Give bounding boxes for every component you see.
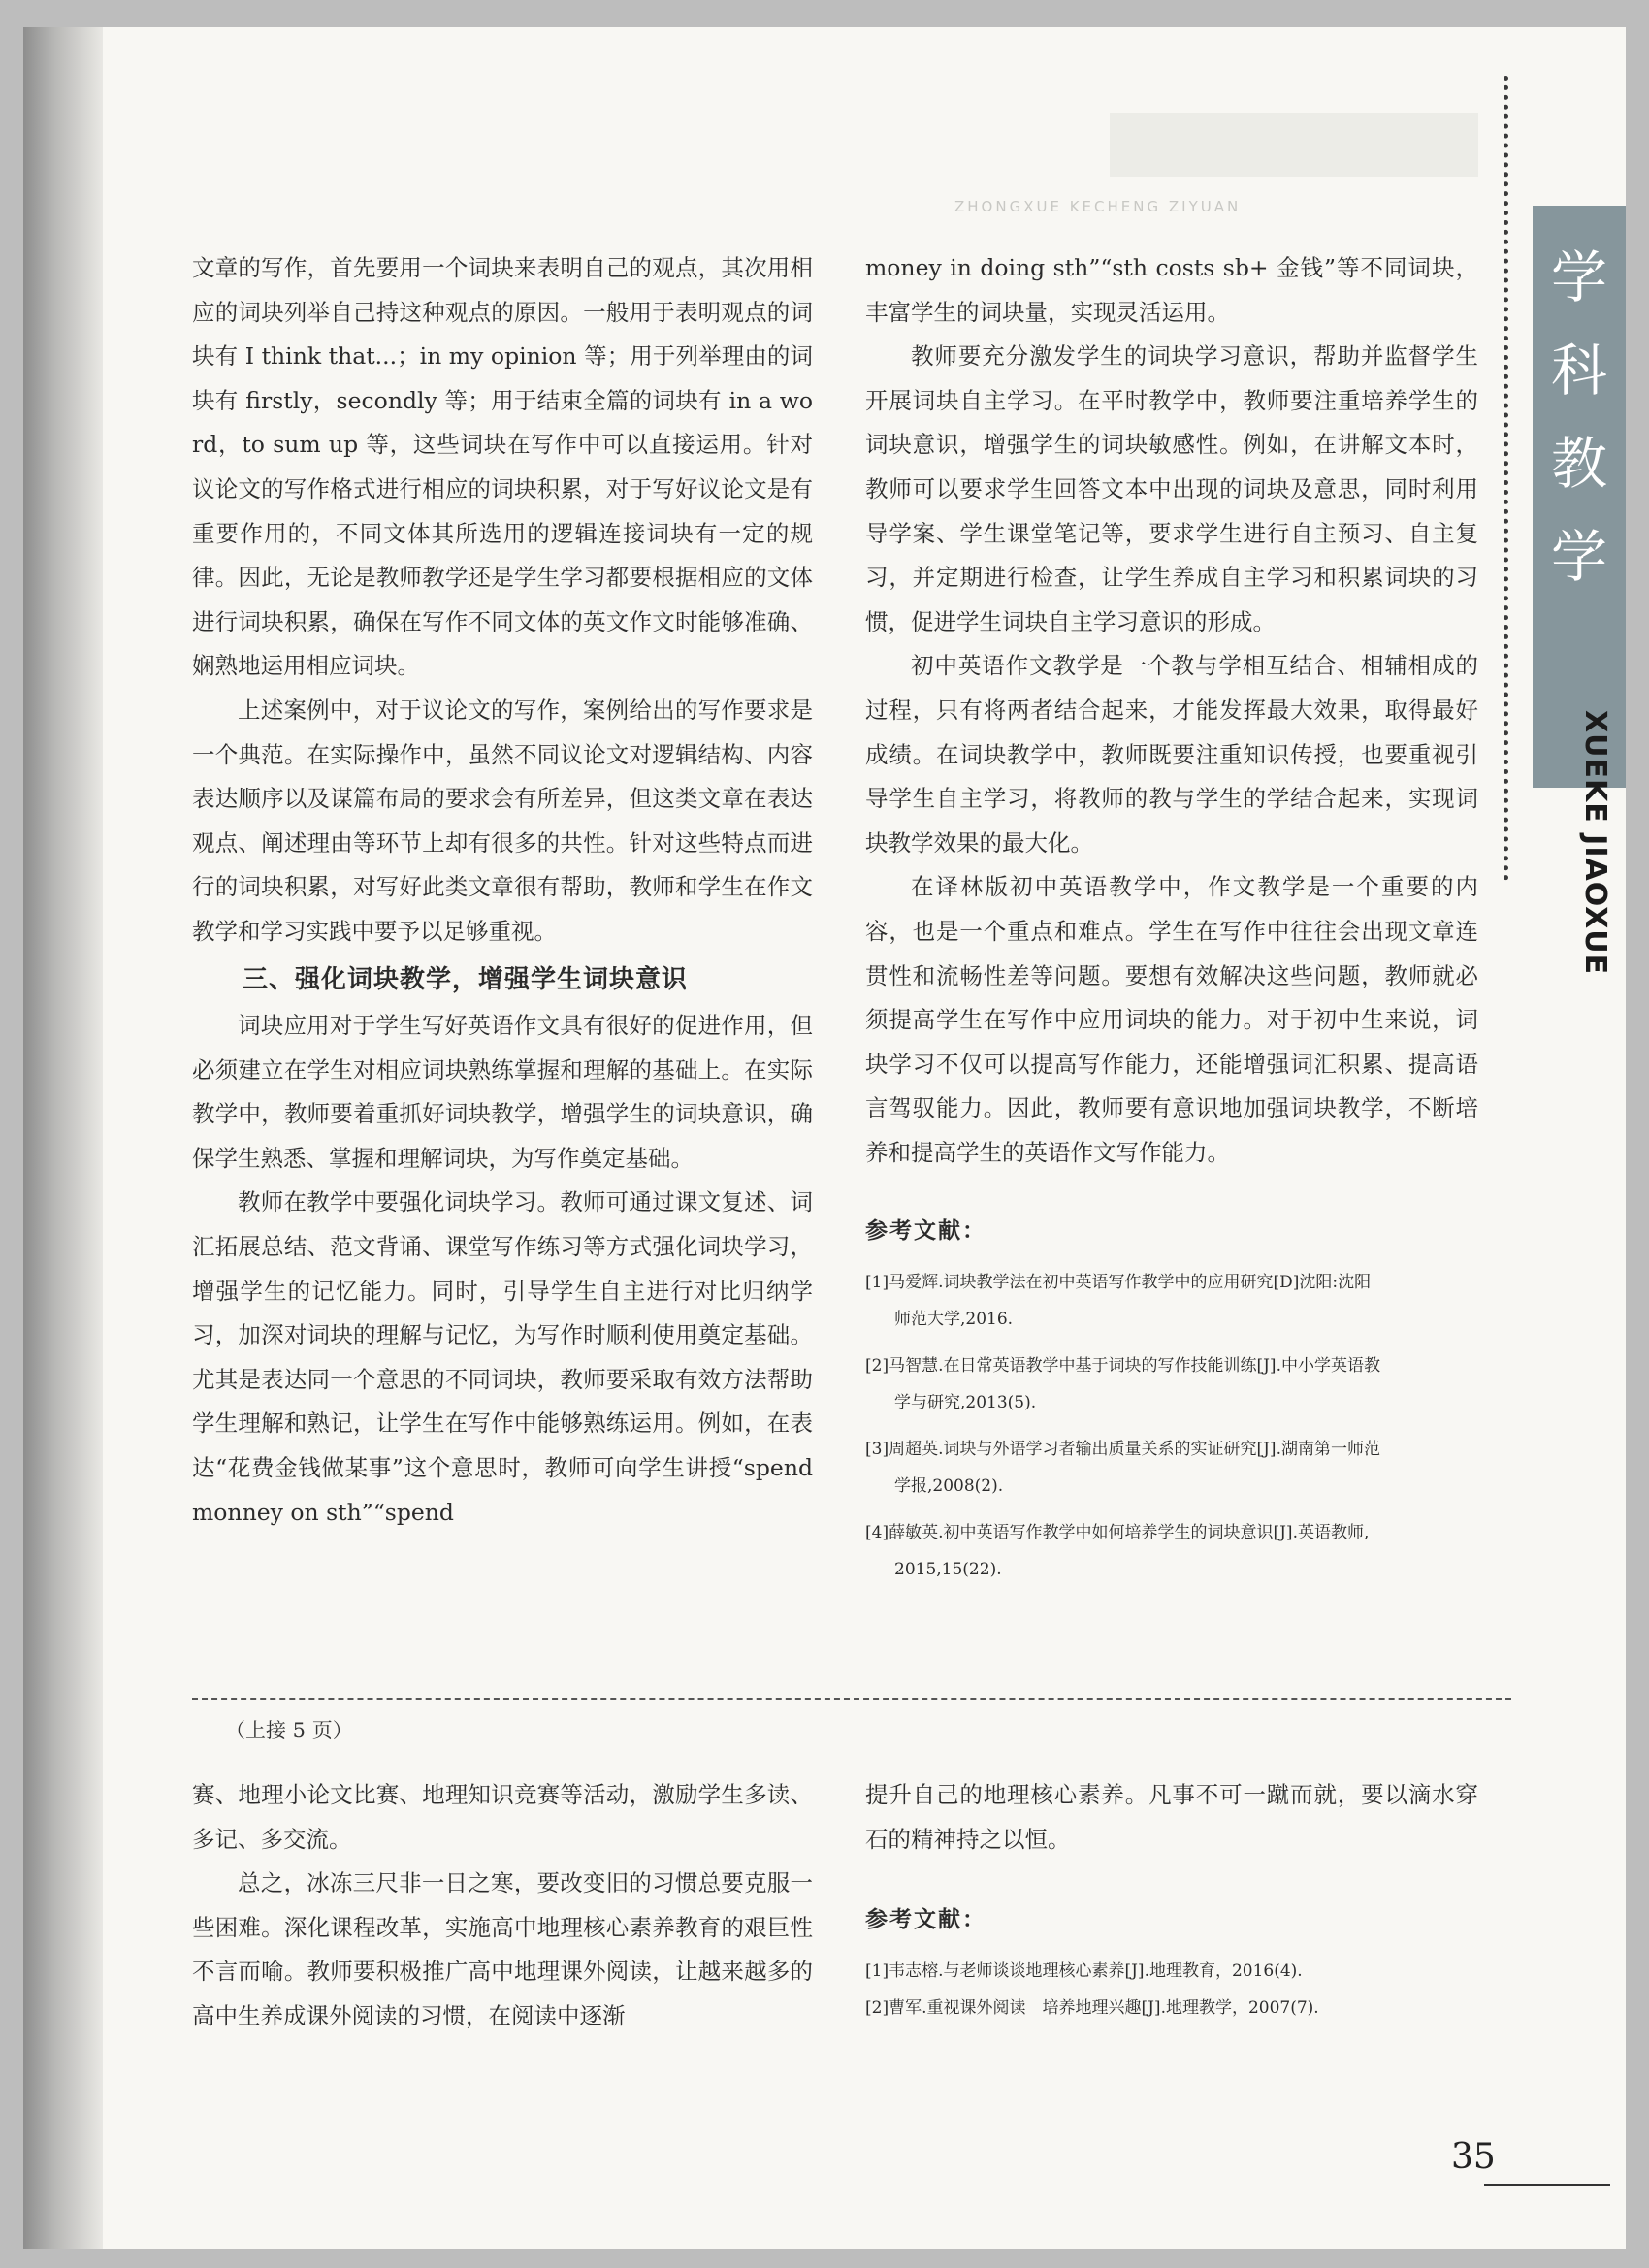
header-decoration [1110, 113, 1478, 177]
paragraph: 教师要充分激发学生的词块学习意识，帮助并监督学生开展词块自主学习。在平时教学中，教师要注重培养学生的词块意识，增强学生的词块敏感性。例如，在讲解文本时，教师可以要求学生回答文本中出现的词块及意思，同时利用导学案、学生课堂笔记等，要求学生进行自主预习、自主复习，并定期进行检查，让学生养成自主学习和积累词块的习惯，促进学生词块自主学习意识的形成。 [865, 342, 1478, 635]
left-column [192, 246, 813, 1535]
reference-item: [4]薛敏英.初中英语写作教学中如何培养学生的词块意识[J].英语教师, 2015,15(22). [865, 1523, 1370, 1580]
continued-right-column [865, 1773, 1478, 2036]
dotted-divider [1504, 76, 1508, 881]
continued-note: （上接 5 页） [225, 1719, 353, 1742]
section-tab-cn: 学 科 教 学 [1550, 244, 1607, 590]
paragraph: 赛、地理小论文比赛、地理知识竞赛等活动，激励学生多读、多记、多交流。 [192, 1781, 813, 1853]
paragraph: 教师在教学中要强化词块学习。教师可通过课文复述、词汇拓展总结、范文背诵、课堂写作练习等方式强化词块学习，增强学生的记忆能力。同时，引导学生自主进行对比归纳学习，加深对词块的理解与记忆，为写作时顺利使用奠定基础。尤其是表达同一个意思的不同词块，教师要采取有效方法帮助学生理解和熟记，让学生在写作中能够熟练运用。例如，在表达“花费金钱做某事”这个意思时，教师可向学生讲授“spend monney on sth”“spend [192, 1188, 813, 1526]
paragraph: 总之，冰冻三尺非一日之寒，要改变旧的习惯总要克服一些困难。深化课程改革，实施高中地理核心素养教育的艰巨性不言而喻。教师要积极推广高中地理课外阅读，让越来越多的高中生养成课外阅读的习惯，在阅读中逐渐 [192, 1869, 813, 2029]
reference-item: [3]周超英.词块与外语学习者输出质量关系的实证研究[J].湖南第一师范 学报,2008(2). [865, 1440, 1380, 1497]
book-spine-shadow [23, 27, 103, 2249]
paragraph: 初中英语作文教学是一个教与学相互结合、相辅相成的过程，只有将两者结合起来，才能发挥最大效果，取得最好成绩。在词块教学中，教师既要注重知识传授，也要重视引导学生自主学习，将教师的教与学生的学结合起来，实现词块教学效果的最大化。 [865, 652, 1478, 857]
continued-left-column [192, 1773, 813, 2039]
paragraph: money in doing sth”“sth costs sb+ 金钱”等不同词块，丰富学生的词块量，实现灵活运用。 [865, 254, 1478, 326]
references-heading: 参考文献： [865, 1907, 986, 1933]
reference-item: [2]曹军.重视课外阅读 培养地理兴趣[J].地理教学，2007(7). [865, 1997, 1319, 2018]
references-heading: 参考文献： [865, 1218, 986, 1245]
page-number-rule [1484, 2184, 1610, 2186]
section-heading: 三、强化词块教学，增强学生词块意识 [242, 964, 689, 994]
section-tab-en: XUEKE JIAOXUE [1578, 710, 1612, 976]
reference-item: [1]马爱辉.词块教学法在初中英语写作教学中的应用研究[D]沈阳:沈阳 师范大学,2016. [865, 1273, 1372, 1330]
reference-item: [1]韦志榕.与老师谈谈地理核心素养[J].地理教育，2016(4). [865, 1960, 1303, 1981]
section-tab [1533, 206, 1626, 976]
reference-item: [2]马智慧.在日常英语教学中基于词块的写作技能训练[J].中小学英语教 学与研究,2013(5). [865, 1356, 1380, 1413]
paragraph: 在译林版初中英语教学中，作文教学是一个重要的内容，也是一个重点和难点。学生在写作中往往会出现文章连贯性和流畅性差等问题。要想有效解决这些问题，教师就必须提高学生在写作中应用词块的能力。对于初中生来说，词块学习不仅可以提高写作能力，还能增强词汇积累、提高语言驾驭能力。因此，教师要有意识地加强词块教学，不断培养和提高学生的英语作文写作能力。 [865, 873, 1478, 1166]
paragraph: 上述案例中，对于议论文的写作，案例给出的写作要求是一个典范。在实际操作中，虽然不同议论文对逻辑结构、内容表达顺序以及谋篇布局的要求会有所差异，但这类文章在表达观点、阐述理由等环节上却有很多的共性。针对这些特点而进行的词块积累，对写好此类文章很有帮助，教师和学生在作文教学和学习实践中要予以足够重视。 [192, 696, 813, 945]
page-number: 35 [1451, 2137, 1496, 2177]
right-column [865, 246, 1478, 1598]
running-title: ZHONGXUE KECHENG ZIYUAN [954, 198, 1242, 215]
paragraph: 词块应用对于学生写好英语作文具有很好的促进作用，但必须建立在学生对相应词块熟练掌握和理解的基础上。在实际教学中，教师要着重抓好词块教学，增强学生的词块意识，确保学生熟悉、掌握和理解词块，为写作奠定基础。 [192, 1012, 813, 1172]
magazine-page [23, 27, 1626, 2249]
paragraph: 文章的写作，首先要用一个词块来表明自己的观点，其次用相应的词块列举自己持这种观点的原因。一般用于表明观点的词块有 I think that...；in my opinion 等；用于列举理由的词块有 firstly，secondly 等；用于结束全篇的词块有 in a word，to sum up 等，这些词块在写作中可以直接运用。针对议论文的写作格式进行相应的词块积累，对于写好议论文是有重要作用的，不同文体其所选用的逻辑连接词块有一定的规律。因此，无论是教师教学还是学生学习都要根据相应的文体进行词块积累，确保在写作不同文体的英文作文时能够准确、娴熟地运用相应词块。 [192, 254, 813, 680]
paragraph: 提升自己的地理核心素养。凡事不可一蹴而就，要以滴水穿石的精神持之以恒。 [865, 1781, 1478, 1853]
section-divider [192, 1698, 1511, 1700]
